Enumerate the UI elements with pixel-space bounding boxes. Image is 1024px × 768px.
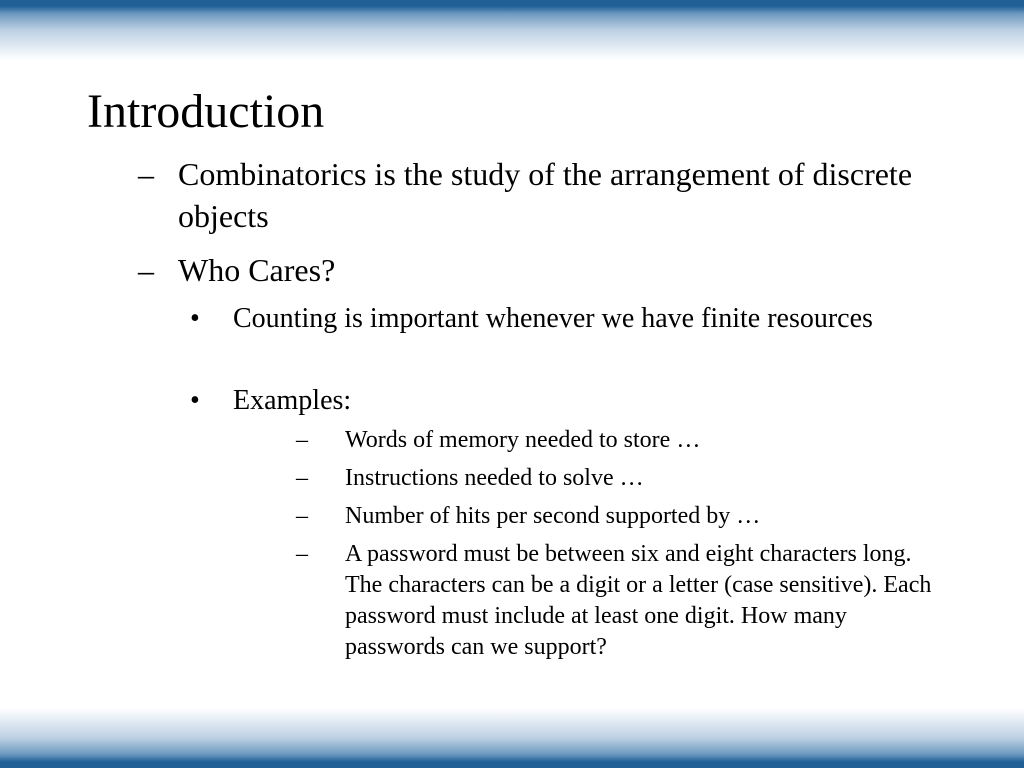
example-memory — [296, 425, 946, 456]
bullet-text: Counting is important whenever we have finite resources — [233, 303, 873, 334]
bullet-text: Combinatorics is the study of the arrangement of discrete objects — [178, 156, 913, 234]
bullet-text: Who Cares? — [178, 252, 336, 288]
example-text: Instructions needed to solve … — [345, 465, 644, 491]
dash-marker: – — [296, 465, 308, 491]
example-text: Words of memory needed to store … — [345, 427, 701, 453]
example-instructions — [296, 463, 946, 494]
example-password — [296, 539, 946, 663]
bullet-text: Examples: — [233, 385, 352, 416]
bullet-who-cares — [138, 249, 938, 291]
bullet-dot-marker: • — [190, 385, 200, 416]
dash-marker: – — [138, 156, 154, 192]
example-text: Number of hits per second supported by … — [345, 503, 761, 529]
bullet-combinatorics — [138, 153, 938, 237]
example-hits — [296, 501, 946, 532]
top-gradient-band — [0, 0, 1024, 60]
example-text: A password must be between six and eight characters long. The characters can be a digit or a letter (case sensitive). Each password must include at least one digit. How many passwords can we support? — [345, 541, 932, 660]
dash-marker: – — [138, 252, 154, 288]
dash-marker: – — [296, 503, 308, 529]
bullet-dot-marker: • — [190, 303, 200, 334]
bottom-gradient-band — [0, 708, 1024, 768]
bullet-examples — [190, 383, 890, 419]
slide-title: Introduction — [87, 85, 325, 138]
dash-marker: – — [296, 541, 308, 567]
dash-marker: – — [296, 427, 308, 453]
bullet-counting — [190, 301, 890, 337]
